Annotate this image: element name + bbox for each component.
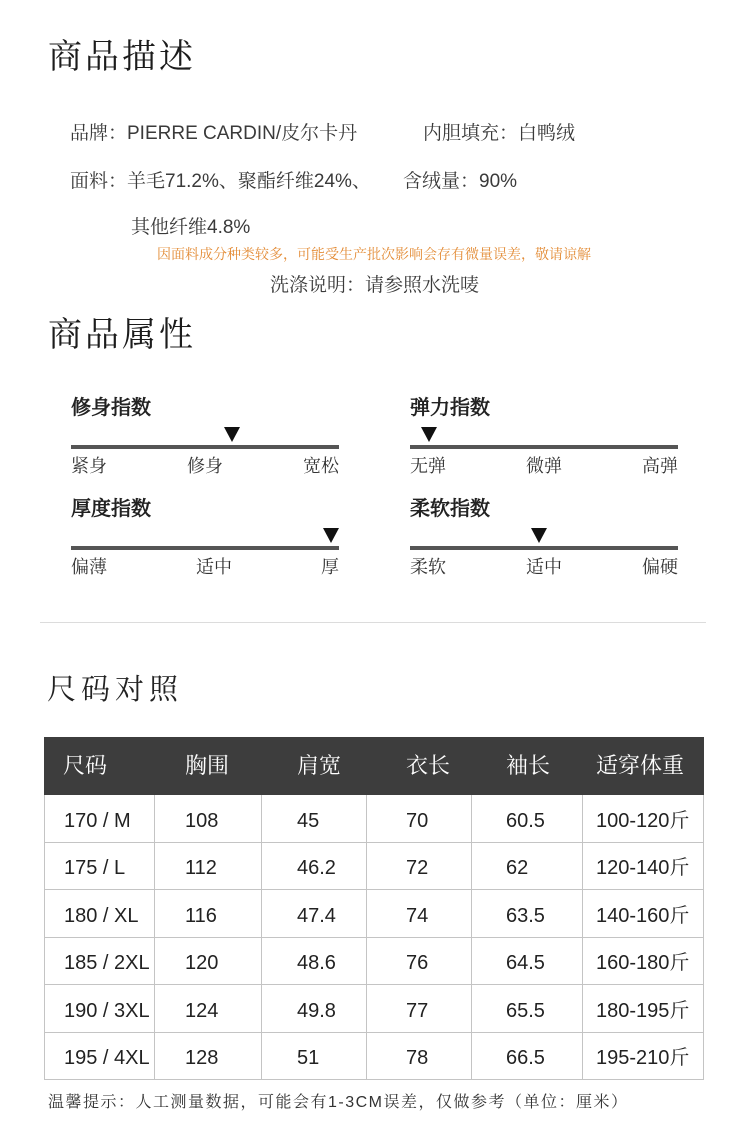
cell-shoulder: 45 <box>262 795 367 843</box>
size-table <box>44 737 704 1080</box>
table-row <box>44 890 704 938</box>
attr-thickness-scale-labels <box>71 558 339 576</box>
scale-label-mid: 适中 <box>196 557 232 577</box>
attr-softness <box>410 499 678 579</box>
size-chart-title: 尺码对照 <box>47 674 184 706</box>
header-chest: 胸围 <box>185 753 230 778</box>
attr-elasticity-title: 弹力指数 <box>410 397 490 419</box>
cell-length: 70 <box>367 795 472 843</box>
cell-length: 77 <box>367 985 472 1033</box>
cell-sleeve: 66.5 <box>472 1033 583 1081</box>
header-sleeve: 袖长 <box>506 753 551 778</box>
attr-softness-level-marker-icon <box>531 528 547 543</box>
size-table-header <box>44 737 704 795</box>
washing-text: 洗涤说明：请参照水洗唛 <box>270 275 480 296</box>
attr-fit-scale-bar <box>71 445 339 449</box>
cell-size: 190 / 3XL <box>44 985 155 1033</box>
attr-thickness-scale-bar <box>71 546 339 550</box>
header-weight: 适穿体重 <box>596 753 685 778</box>
attr-thickness <box>71 499 339 579</box>
attr-fit-level-marker-icon <box>224 427 240 442</box>
cell-shoulder: 46.2 <box>262 843 367 891</box>
cell-size: 195 / 4XL <box>44 1033 155 1081</box>
scale-label-low: 无弹 <box>410 456 446 476</box>
header-length: 衣长 <box>406 753 451 778</box>
cell-weight: 180-195斤 <box>583 985 704 1033</box>
cell-length: 78 <box>367 1033 472 1081</box>
cell-sleeve: 65.5 <box>472 985 583 1033</box>
fabric-other-text: 其他纤维4.8% <box>131 217 251 238</box>
cell-shoulder: 51 <box>262 1033 367 1081</box>
cell-length: 76 <box>367 938 472 986</box>
attr-softness-scale-labels <box>410 558 678 576</box>
scale-label-low: 柔软 <box>410 557 446 577</box>
cell-weight: 195-210斤 <box>583 1033 704 1081</box>
cell-chest: 124 <box>155 985 262 1033</box>
cell-sleeve: 60.5 <box>472 795 583 843</box>
cell-chest: 116 <box>155 890 262 938</box>
table-row <box>44 1033 704 1081</box>
attr-softness-scale-bar <box>410 546 678 550</box>
cell-chest: 112 <box>155 843 262 891</box>
scale-label-high: 偏硬 <box>642 557 678 577</box>
attr-elasticity-scale-labels <box>410 457 678 475</box>
scale-label-high: 宽松 <box>303 456 339 476</box>
table-row <box>44 938 704 986</box>
cell-length: 72 <box>367 843 472 891</box>
cell-shoulder: 48.6 <box>262 938 367 986</box>
fabric-text: 面料：羊毛71.2%、聚酯纤维24%、 <box>70 171 371 192</box>
attr-fit-title: 修身指数 <box>71 397 151 419</box>
cell-weight: 160-180斤 <box>583 938 704 986</box>
cell-weight: 120-140斤 <box>583 843 704 891</box>
table-row <box>44 795 704 843</box>
header-size: 尺码 <box>63 753 108 778</box>
cell-size: 185 / 2XL <box>44 938 155 986</box>
attr-elasticity-scale-bar <box>410 445 678 449</box>
attr-softness-title: 柔软指数 <box>410 498 490 520</box>
scale-label-mid: 适中 <box>526 557 562 577</box>
scale-label-high: 高弹 <box>642 456 678 476</box>
attributes-title: 商品属性 <box>48 316 196 354</box>
scale-label-mid: 修身 <box>187 456 223 476</box>
filling-text: 内胆填充：白鸭绒 <box>423 123 576 144</box>
fabric-variance-note: 因面料成分种类较多，可能受生产批次影响会存有微量误差，敬请谅解 <box>157 246 591 262</box>
attr-fit-scale-labels <box>71 457 339 475</box>
scale-label-low: 紧身 <box>71 456 107 476</box>
cell-length: 74 <box>367 890 472 938</box>
table-row <box>44 985 704 1033</box>
cell-shoulder: 49.8 <box>262 985 367 1033</box>
scale-label-high: 厚 <box>321 557 339 577</box>
scale-label-mid: 微弹 <box>526 456 562 476</box>
measurement-tip: 温馨提示：人工测量数据，可能会有1-3CM误差，仅做参考（单位：厘米） <box>48 1094 629 1111</box>
header-shoulder: 肩宽 <box>297 753 342 778</box>
cell-size: 170 / M <box>44 795 155 843</box>
down-content-text: 含绒量：90% <box>403 171 518 192</box>
cell-sleeve: 62 <box>472 843 583 891</box>
scale-label-low: 偏薄 <box>71 557 107 577</box>
attr-thickness-title: 厚度指数 <box>71 498 151 520</box>
cell-weight: 140-160斤 <box>583 890 704 938</box>
cell-sleeve: 64.5 <box>472 938 583 986</box>
attr-elasticity <box>410 398 678 478</box>
description-title: 商品描述 <box>48 38 196 76</box>
attr-thickness-level-marker-icon <box>323 528 339 543</box>
attr-fit <box>71 398 339 478</box>
attr-elasticity-level-marker-icon <box>421 427 437 442</box>
table-row <box>44 843 704 891</box>
cell-chest: 128 <box>155 1033 262 1081</box>
section-divider <box>40 622 706 623</box>
cell-sleeve: 63.5 <box>472 890 583 938</box>
cell-chest: 108 <box>155 795 262 843</box>
cell-shoulder: 47.4 <box>262 890 367 938</box>
brand-text: 品牌：PIERRE CARDIN/皮尔卡丹 <box>70 123 358 144</box>
cell-chest: 120 <box>155 938 262 986</box>
cell-size: 175 / L <box>44 843 155 891</box>
cell-size: 180 / XL <box>44 890 155 938</box>
cell-weight: 100-120斤 <box>583 795 704 843</box>
